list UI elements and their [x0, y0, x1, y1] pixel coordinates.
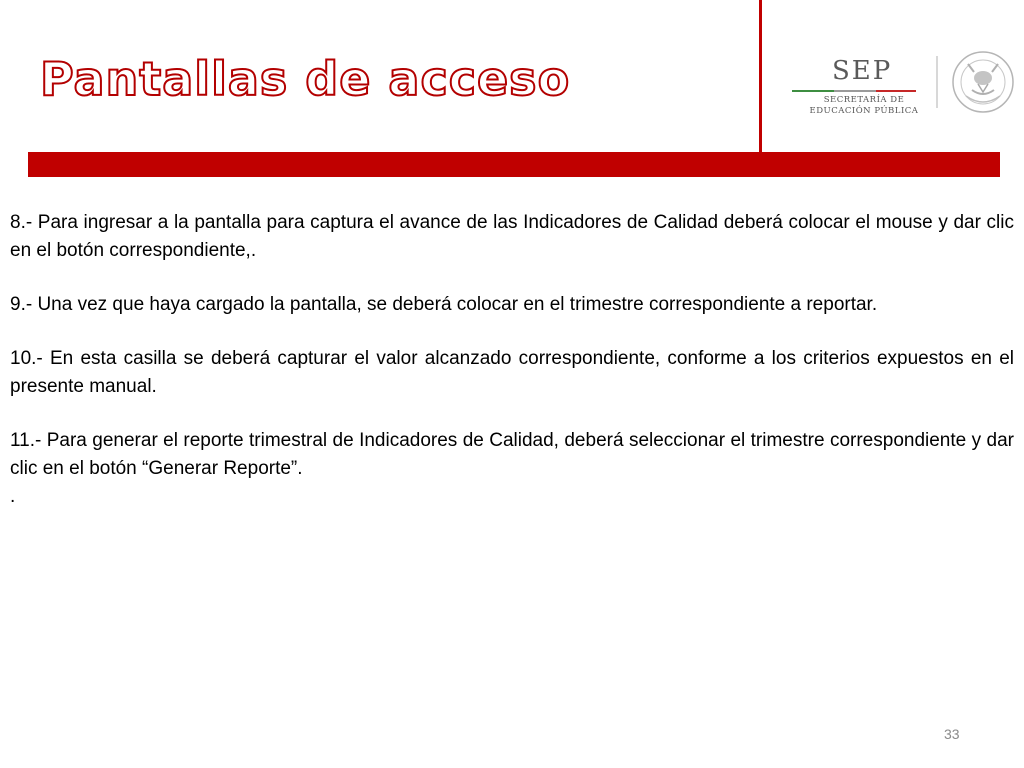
sep-logo-acronym: SEP — [832, 56, 893, 86]
national-seal-icon — [948, 48, 1018, 116]
page-number: 33 — [944, 726, 960, 742]
slide-title: Pantallas de acceso — [40, 52, 571, 106]
logo-stripe-gray — [834, 90, 876, 92]
logo-stripe-green — [792, 90, 834, 92]
sep-logo-line2: EDUCACIÓN PÚBLICA — [809, 106, 919, 116]
slide-body — [10, 209, 1014, 511]
instruction-paragraph: 8.- Para ingresar a la pantalla para captura el avance de las Indicadores de Calidad deberá colocar el mouse y dar clic en el botón correspondiente,. — [10, 212, 1014, 261]
instruction-paragraph: 9.- Una vez que haya cargado la pantalla, se deberá colocar en el trimestre correspondiente a reportar. — [10, 294, 878, 315]
instruction-paragraph: 11.- Para generar el reporte trimestral de Indicadores de Calidad, deberá seleccionar el trimestre correspondiente y dar clic en el botón “Generar Reporte”. — [10, 430, 1014, 479]
trailing-dot: . — [10, 486, 16, 507]
sep-logo-line1: SECRETARÍA DE — [823, 95, 905, 105]
sep-logo — [792, 58, 920, 122]
logo-stripe-red — [876, 90, 916, 92]
vertical-accent-line — [759, 0, 762, 152]
logo-divider — [936, 56, 938, 108]
header-red-bar — [28, 152, 1000, 177]
instruction-paragraph: 10.- En esta casilla se deberá capturar el valor alcanzado correspondiente, conforme a los criterios expuestos en el presente manual. — [10, 348, 1014, 397]
